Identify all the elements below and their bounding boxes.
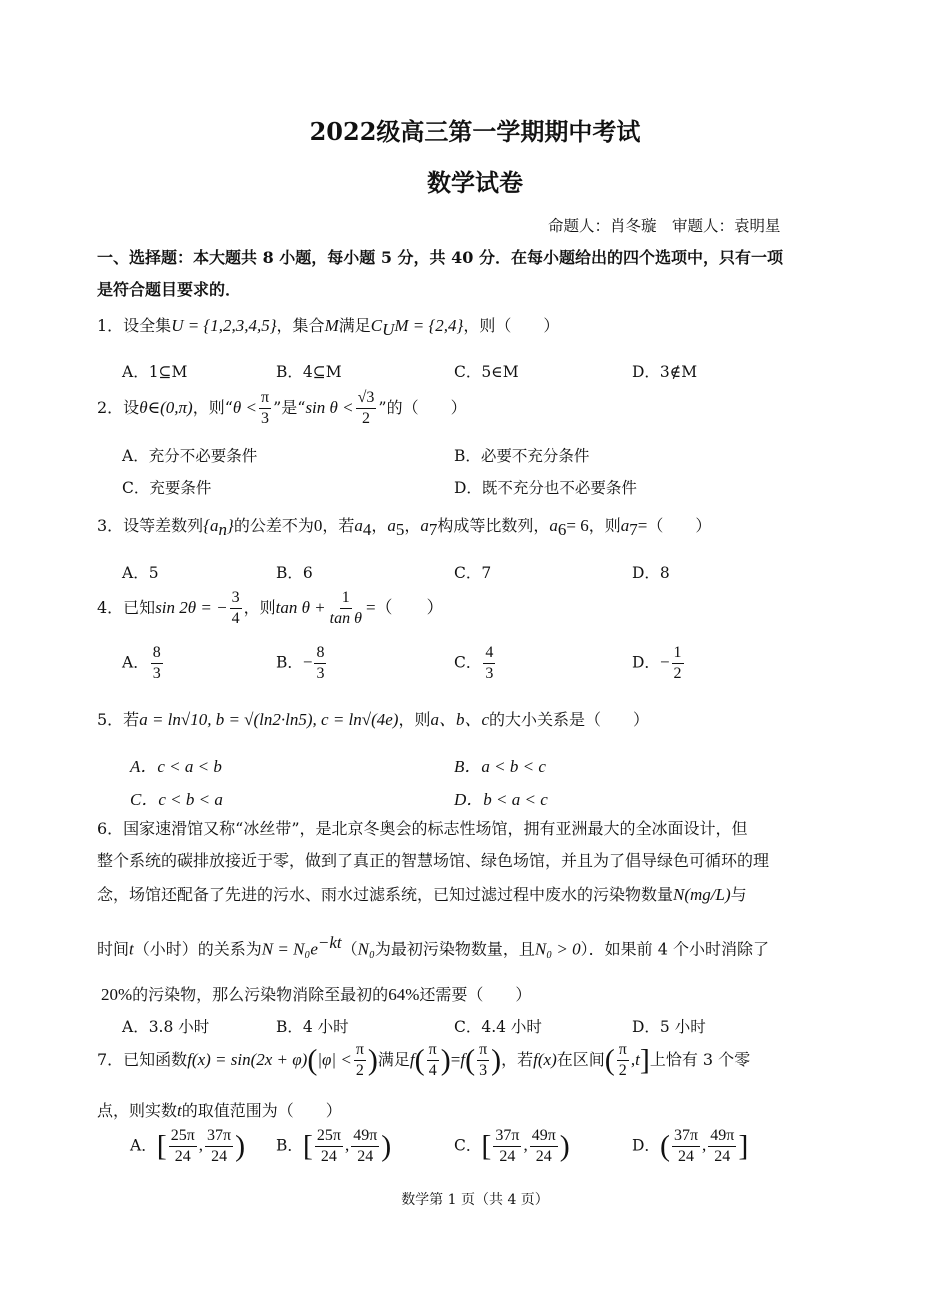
q7-option-c: C．[ $\frac{37\pi}{24}$ , $\frac{49\pi}{24}$ )	[454, 1127, 570, 1165]
q7-option-b: B．[ $\frac{25\pi}{24}$ , $\frac{49\pi}{24}$ )	[276, 1127, 392, 1165]
q6-option-b: B．4 小时	[276, 1018, 349, 1036]
q2-option-c: C．充要条件	[122, 479, 212, 497]
page-title: 2022级高三第一学期期中考试	[309, 117, 641, 146]
q2-frac-pi-3: $\frac{\pi}{3}$	[260, 389, 270, 427]
page-subtitle: 数学试卷	[427, 168, 523, 197]
question-7-line1: 7．已知函数f(x) = sin(2x + φ)(|φ| < $\frac{\pi}{2}$ )满足f( $\frac{\pi}{4}$ )=f( $\frac{\pi}{3}$ )，若f(x)在区间( $\frac{\pi}{2}$ ,t]上恰有 3 个零	[97, 1041, 751, 1079]
q4-frac-1-tan: $\frac{1}{\text{tan θ}}$	[329, 589, 362, 627]
section-heading-line1: 一、选择题：本大题共 8 小题，每小题 5 分，共 40 分．在每小题给出的四个选项中，只有一项	[97, 248, 783, 267]
q7-option-a: A．[ $\frac{25\pi}{24}$ , $\frac{37\pi}{24}$ )	[130, 1127, 246, 1165]
q3-option-a: A．5	[122, 564, 159, 582]
question-2: 2．设θ∈(0,π)，则“θ < $\frac{\pi}{3}$ ”是“sin θ < $\frac{√3}{2}$ ”的（ ）	[97, 389, 467, 427]
q4-option-d: D．− $\frac{1}{2}$	[632, 644, 682, 682]
q5-option-d: D．b < a < c	[454, 790, 548, 809]
q4-option-a: A． $\frac{8}{3}$	[122, 644, 161, 682]
q6-option-a: A．3.8 小时	[122, 1018, 210, 1036]
authors-line: 命题人：肖冬璇 审题人：袁明星	[548, 217, 781, 235]
q1-option-c: C．5∈M	[454, 363, 519, 381]
q5-option-a: A．c < a < b	[130, 757, 222, 776]
q5-option-b: B．a < b < c	[454, 757, 546, 776]
q4-option-b: B．− $\frac{8}{3}$	[276, 644, 325, 682]
question-6-line3: 念，场馆还配备了先进的污水、雨水过滤系统，已知过滤过程中废水的污染物数量N(mg/L)与	[97, 885, 747, 904]
question-6-line5: 20%的污染物，那么污染物消除至最初的64%还需要（ ）	[101, 985, 532, 1004]
q2-option-d: D．既不充分也不必要条件	[454, 479, 637, 497]
q1-set-u: U = {1,2,3,4,5}	[171, 316, 277, 335]
q6-option-d: D．5 小时	[632, 1018, 706, 1036]
question-4: 4．已知sin 2θ = − $\frac{3}{4}$ ，则tan θ + $\frac{1}{\text{tan θ}}$ =（ ）	[97, 589, 444, 627]
question-1: 1．设全集U = {1,2,3,4,5}，集合M满足$C_UM = \{2,4\}$，则（ ）	[97, 316, 560, 340]
q2-option-a: A．充分不必要条件	[122, 447, 258, 465]
q1-option-d: D．3∉M	[632, 363, 698, 381]
question-6-line4: 时间t（小时）的关系为$N = N_0e^{-kt}(N_0$为最初污染物数量，且N₀ > 0）．如果前 4 个小时消除了	[97, 933, 769, 959]
question-6-line1: 6．国家速滑馆又称“冰丝带”，是北京冬奥会的标志性场馆，拥有亚洲最大的全冰面设计，但	[97, 819, 748, 838]
q1-option-b: B．4⊆M	[276, 363, 342, 381]
question-5: 5．若a = ln√10, b = √(ln2·ln5), c = ln√(4e)，则a、b、c的大小关系是（ ）	[97, 710, 650, 729]
question-6-line2: 整个系统的碳排放接近于零，做到了真正的智慧场馆、绿色场馆，并且为了倡导绿色可循环的理	[97, 851, 770, 870]
q6-option-c: C．4.4 小时	[454, 1018, 542, 1036]
q2-option-b: B．必要不充分条件	[454, 447, 590, 465]
q1-option-a: A．1⊆M	[122, 363, 188, 381]
q3-option-c: C．7	[454, 564, 492, 582]
page-footer: 数学第 1 页（共 4 页）	[401, 1192, 549, 1208]
q3-option-d: D．8	[632, 564, 670, 582]
q3-option-b: B．6	[276, 564, 313, 582]
question-7-line2: 点，则实数t的取值范围为（ ）	[97, 1101, 342, 1120]
q2-frac-sqrt3-2: $\frac{√3}{2}$	[357, 389, 375, 427]
q4-option-c: C． $\frac{4}{3}$	[454, 644, 494, 682]
question-3: 3．设等差数列$\{a_n\}$的公差不为0，若$a_4$，$a_5$，$a_7$构成等比数列，$a_6= 6$，则$a_7=$（ ）	[97, 516, 712, 540]
section-heading-line2: 是符合题目要求的．	[97, 280, 242, 299]
q4-frac-3-4: $\frac{3}{4}$	[231, 589, 240, 627]
q5-option-c: C．c < b < a	[130, 790, 223, 809]
q7-option-d: D．( $\frac{37\pi}{24}$ , $\frac{49\pi}{24}$ ]	[632, 1127, 749, 1165]
